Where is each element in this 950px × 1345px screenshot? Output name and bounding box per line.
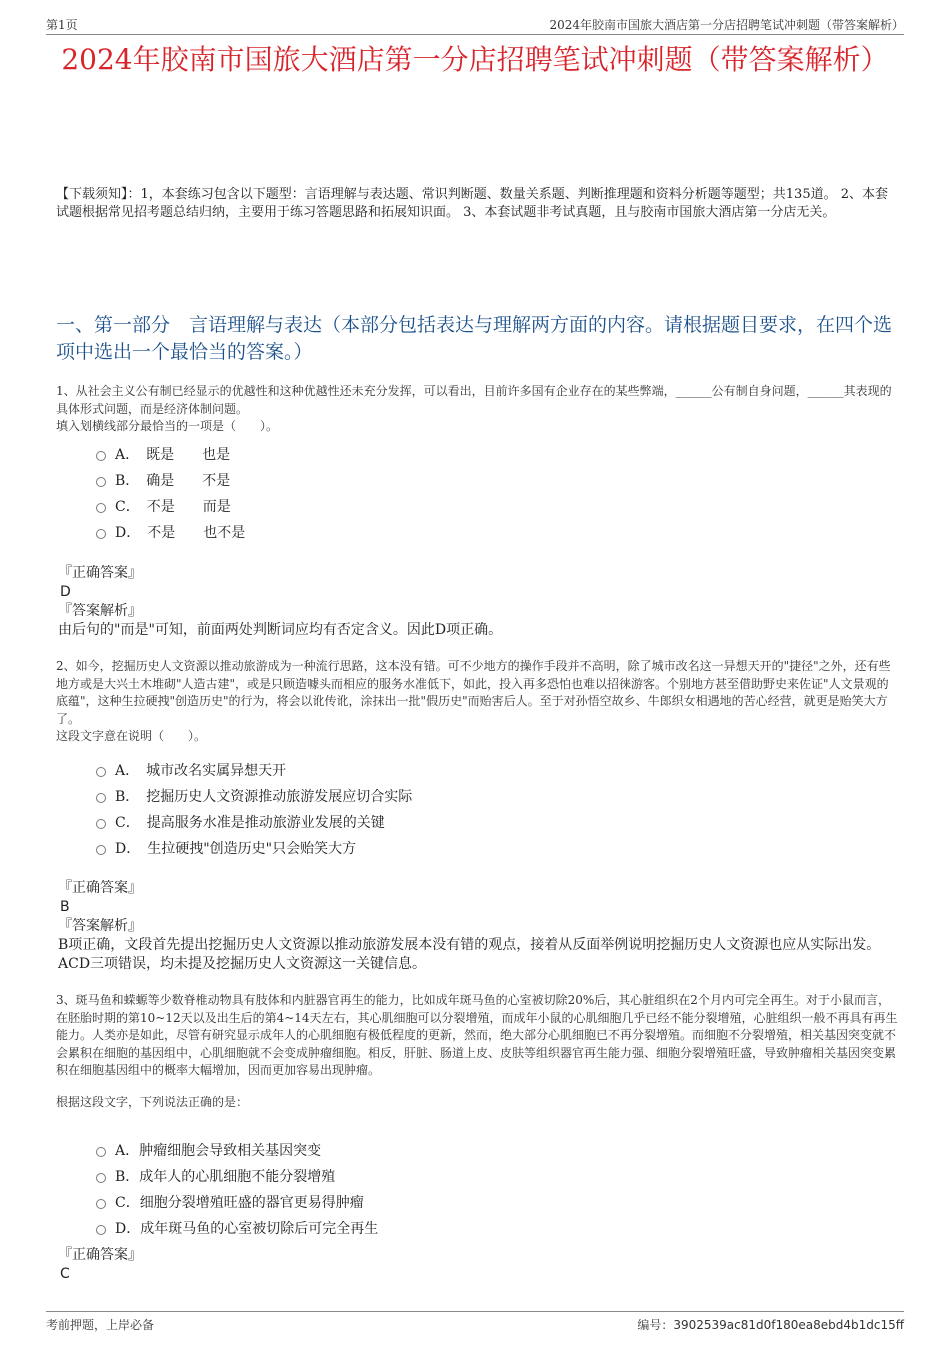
radio-icon[interactable] [96,793,106,803]
question-stem: 3、斑马鱼和蝾螈等少数脊椎动物具有肢体和内脏器官再生的能力，比如成年斑马鱼的心室被切除20%后，其心脏组织在2个月内可完全再生。对于小鼠而言，在胚胎时期的第10~12天以及出生后的第4~14天左右，其心肌细胞可以分裂增殖，而成年小鼠的心肌细胞几乎已经不能分裂增殖，心脏组织一般不再具有再生能力。人类亦是如此，尽管有研究显示成年人的心肌细胞有极低程度的更新，然而，绝大部分心肌细胞已不再分裂增殖。而细胞不分裂增殖，相关基因突变就不会累积在细胞的基因组中，心肌细胞就不会变成肿瘤细胞。相反，肝脏、肠道上皮、皮肤等组织器官再生能力强、细胞分裂增殖旺盛，导致肿瘤相关基因突变累积在细胞基因组中的概率大幅增加，因而更加容易出现肿瘤。 [56,993,898,1077]
page-footer [46,1311,904,1332]
footer-code-label: 编号： [637,1318,674,1332]
question-2 [56,658,900,746]
answer-value: C [60,1266,70,1282]
question-1-answer [58,564,900,640]
footer-code-value: 3902539ac81d0f180ea8ebd4b1dc15ff [673,1318,904,1332]
option-d[interactable]: D． 不是 也不是 [96,519,245,545]
question-2-answer [58,879,900,974]
document-title: 2024年胶南市国旅大酒店第一分店招聘笔试冲刺题（带答案解析） [61,43,889,76]
radio-icon[interactable] [96,1147,106,1157]
page-number: 第1页 [46,18,78,32]
question-1-options [96,441,245,545]
question-prompt: 填入划横线部分最恰当的一项是（ ）。 [56,419,279,433]
option-b[interactable]: B． 挖掘历史人文资源推动旅游发展应切合实际 [96,783,412,809]
option-c[interactable]: C． 不是 而是 [96,493,245,519]
download-notice: 【下载须知】：1，本套练习包含以下题型：言语理解与表达题、常识判断题、数量关系题、判断推理题和资料分析题等题型；共135道。 2、本套试题根据常见招考题总结归纳，主要用于练习答题思路和拓展知识面。 3、本套试题非考试真题，且与胶南市国旅大酒店第一分店无关。 [56,187,888,220]
option-a[interactable]: A．肿瘤细胞会导致相关基因突变 [96,1137,378,1163]
question-1 [56,383,900,436]
section-heading: 一、第一部分 言语理解与表达（本部分包括表达与理解两方面的内容。请根据题目要求，在四个选项中选出一个最恰当的答案。） [56,314,893,363]
radio-icon[interactable] [96,1199,106,1209]
footer-slogan: 考前押题，上岸必备 [46,1318,155,1332]
option-d[interactable]: D． 生拉硬拽"创造历史"只会贻笑大方 [96,835,412,861]
radio-icon[interactable] [96,451,106,461]
answer-label: 『正确答案』 [58,565,142,581]
option-a[interactable]: A． 城市改名实属异想天开 [96,757,412,783]
analysis-label: 『答案解析』 [58,918,142,934]
option-b[interactable]: B． 确是 不是 [96,467,245,493]
radio-icon[interactable] [96,1173,106,1183]
radio-icon[interactable] [96,845,106,855]
question-3-options [96,1137,378,1241]
analysis-label: 『答案解析』 [58,603,142,619]
radio-icon[interactable] [96,477,106,487]
radio-icon[interactable] [96,767,106,777]
answer-label: 『正确答案』 [58,880,142,896]
answer-value: D [60,584,71,600]
option-b[interactable]: B．成年人的心肌细胞不能分裂增殖 [96,1163,378,1189]
header-doc-title: 2024年胶南市国旅大酒店第一分店招聘笔试冲刺题（带答案解析） [549,18,904,32]
option-c[interactable]: C．细胞分裂增殖旺盛的器官更易得肿瘤 [96,1189,378,1215]
footer-code [637,1316,904,1333]
radio-icon[interactable] [96,503,106,513]
radio-icon[interactable] [96,1225,106,1235]
question-prompt: 这段文字意在说明（ ）。 [56,729,207,743]
question-stem: 2、如今，挖掘历史人文资源以推动旅游成为一种流行思路，这本没有错。可不少地方的操作手段并不高明，除了城市改名这一异想天开的"捷径"之外，还有些地方或是大兴土木堆砌"人造古建"，或是只顾造噱头而相应的服务水准低下，如此，投入再多恐怕也难以招徕游客。个别地方甚至借助野史来佐证"人文景观的底蕴"，这种生拉硬拽"创造历史"的行为，将会以讹传讹，涂抹出一批"假历史"而贻害后人。至于对孙悟空故乡、牛郎织女相遇地的苦心经营，就更是贻笑大方了。 [56,659,891,726]
analysis-text: 由后句的"而是"可知，前面两处判断词应均有否定含义。因此D项正确。 [58,622,503,638]
radio-icon[interactable] [96,529,106,539]
option-d[interactable]: D．成年斑马鱼的心室被切除后可完全再生 [96,1215,378,1241]
question-stem: 1、从社会主义公有制已经显示的优越性和这种优越性还未充分发挥，可以看出，目前许多国有企业存在的某些弊端，______公有制自身问题，______其表现的具体形式问题，而是经济体制问题。 [56,384,892,416]
analysis-text: B项正确，文段首先提出挖掘历史人文资源以推动旅游发展本没有错的观点，接着从反面举例说明挖掘历史人文资源也应从实际出发。ACD三项错误，均未提及挖掘历史人文资源这一关键信息。 [58,937,881,972]
radio-icon[interactable] [96,819,106,829]
answer-label: 『正确答案』 [58,1247,142,1263]
question-3-answer [58,1246,900,1284]
question-3 [56,992,900,1111]
question-2-options [96,757,412,861]
option-a[interactable]: A． 既是 也是 [96,441,245,467]
question-prompt: 根据这段文字，下列说法正确的是： [56,1094,249,1109]
answer-value: B [60,899,70,915]
page-header [46,14,904,35]
option-c[interactable]: C． 提高服务水准是推动旅游业发展的关键 [96,809,412,835]
